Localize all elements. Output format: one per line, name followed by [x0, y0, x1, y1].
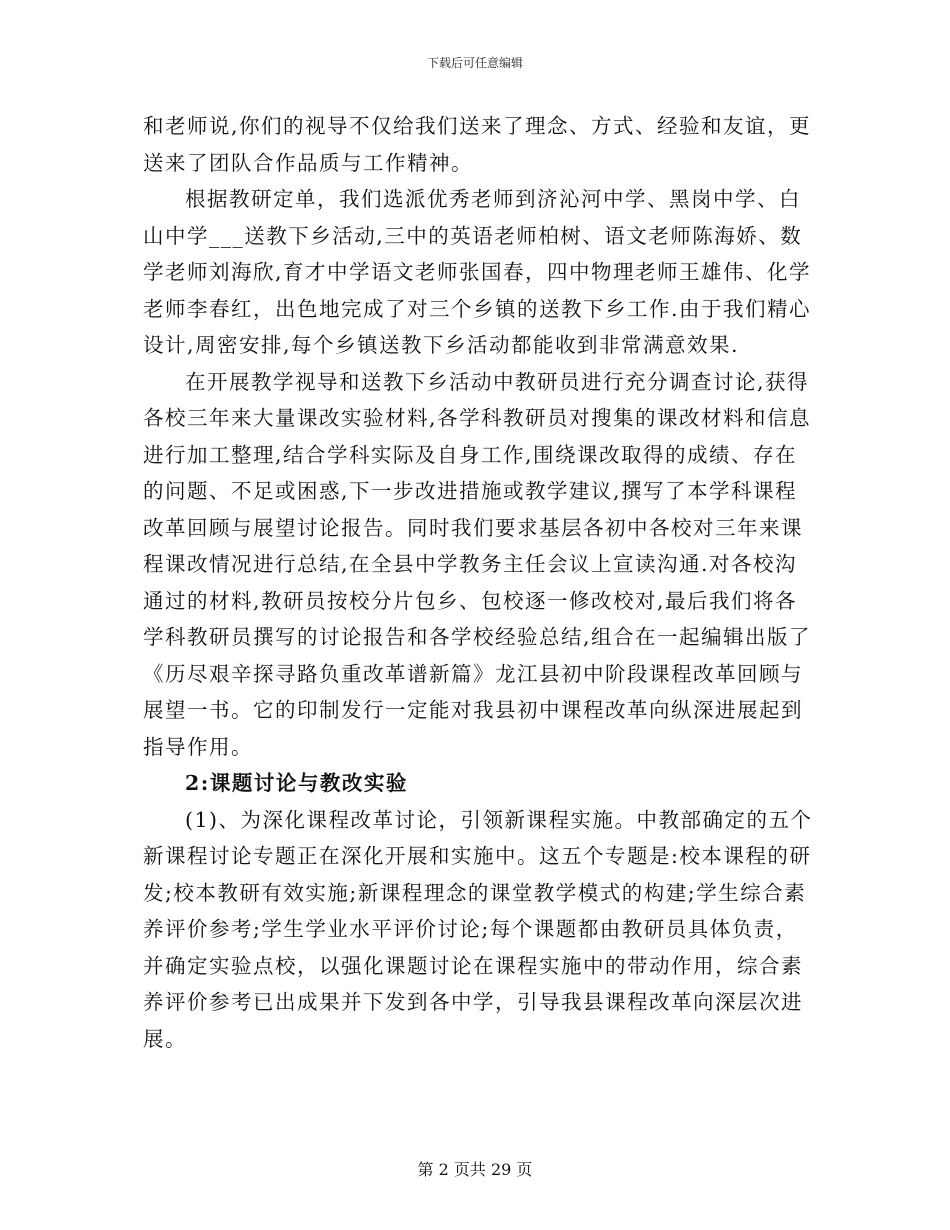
text-line: 山中学___送教下乡活动,三中的英语老师柏树、语文老师陈海娇、数 [143, 223, 803, 248]
page-footer: 第 2 页共 29 页 [417, 1160, 533, 1179]
text-line: 各校三年来大量课改实验材料,各学科教研员对搜集的课改材料和信息 [143, 406, 812, 430]
text-line: 的问题、不足或困惑,下一步改进措施或教学建议,撰写了本学科课程 [143, 479, 798, 503]
paragraph-start: 根据教研定单，我们选派优秀老师到济沁河中学、黑岗中学、白 [185, 187, 801, 211]
text-line: 展。 [143, 1026, 187, 1051]
document-body [143, 108, 813, 1057]
paragraph-start: 在开展教学视导和送教下乡活动中教研员进行充分调查讨论,获得 [185, 369, 810, 394]
text-line: 进行加工整理,结合学科实际及自身工作,围绕课改取得的成绩、存在 [143, 442, 798, 467]
text-line: 展望一书。它的印制发行一定能对我县初中课程改革向纵深进展起到 [143, 698, 803, 722]
text-line: 设计,周密安排,每个乡镇送教下乡活动都能收到非常满意效果. [143, 333, 740, 357]
text-line: 老师李春红，出色地完成了对三个乡镇的送教下乡工作.由于我们精心 [143, 296, 812, 321]
text-line: 养评价参考;学生学业水平评价讨论;每个课题都由教研员具体负责， [143, 917, 798, 941]
text-line: 通过的材料,教研员按校分片包乡、包校逐一修改校对,最后我们将各 [143, 588, 798, 613]
text-line: 《历尽艰辛探寻路负重改革谱新篇》龙江县初中阶段课程改革回顾与 [143, 661, 803, 686]
text-line: 学科教研员撰写的讨论报告和各学校经验总结,组合在一起编辑出版了 [143, 625, 812, 649]
text-line: 送来了团队合作品质与工作精神。 [143, 150, 473, 175]
text-line: 学老师刘海欣,育才中学语文老师张国春，四中物理老师王雄伟、化学 [143, 260, 812, 284]
text-line: 新课程讨论专题正在深化开展和实施中。这五个专题是:校本课程的研 [143, 844, 812, 868]
text-line: 养评价参考已出成果并下发到各中学，引导我县课程改革向深层次进 [143, 990, 803, 1014]
text-line: 发;校本教研有效实施;新课程理念的课堂教学模式的构建;学生综合素 [143, 880, 807, 905]
section-heading: 2:课题讨论与教改实验 [185, 771, 408, 795]
paragraph-start: (1)、为深化课程改革讨论，引领新课程实施。中教部确定的五个 [185, 807, 813, 832]
text-line: 和老师说,你们的视导不仅给我们送来了理念、方式、经验和友谊，更 [143, 114, 812, 138]
text-line: 程课改情况进行总结,在全县中学教务主任会议上宣读沟通.对各校沟 [143, 552, 798, 576]
text-line: 指导作用。 [143, 734, 253, 759]
text-line: 并确定实验点校，以强化课题讨论在课程实施中的带动作用，综合素 [143, 953, 803, 978]
page-header: 下载后可任意编辑 [426, 56, 523, 70]
text-line: 改革回顾与展望讨论报告。同时我们要求基层各初中各校对三年来课 [143, 515, 803, 540]
